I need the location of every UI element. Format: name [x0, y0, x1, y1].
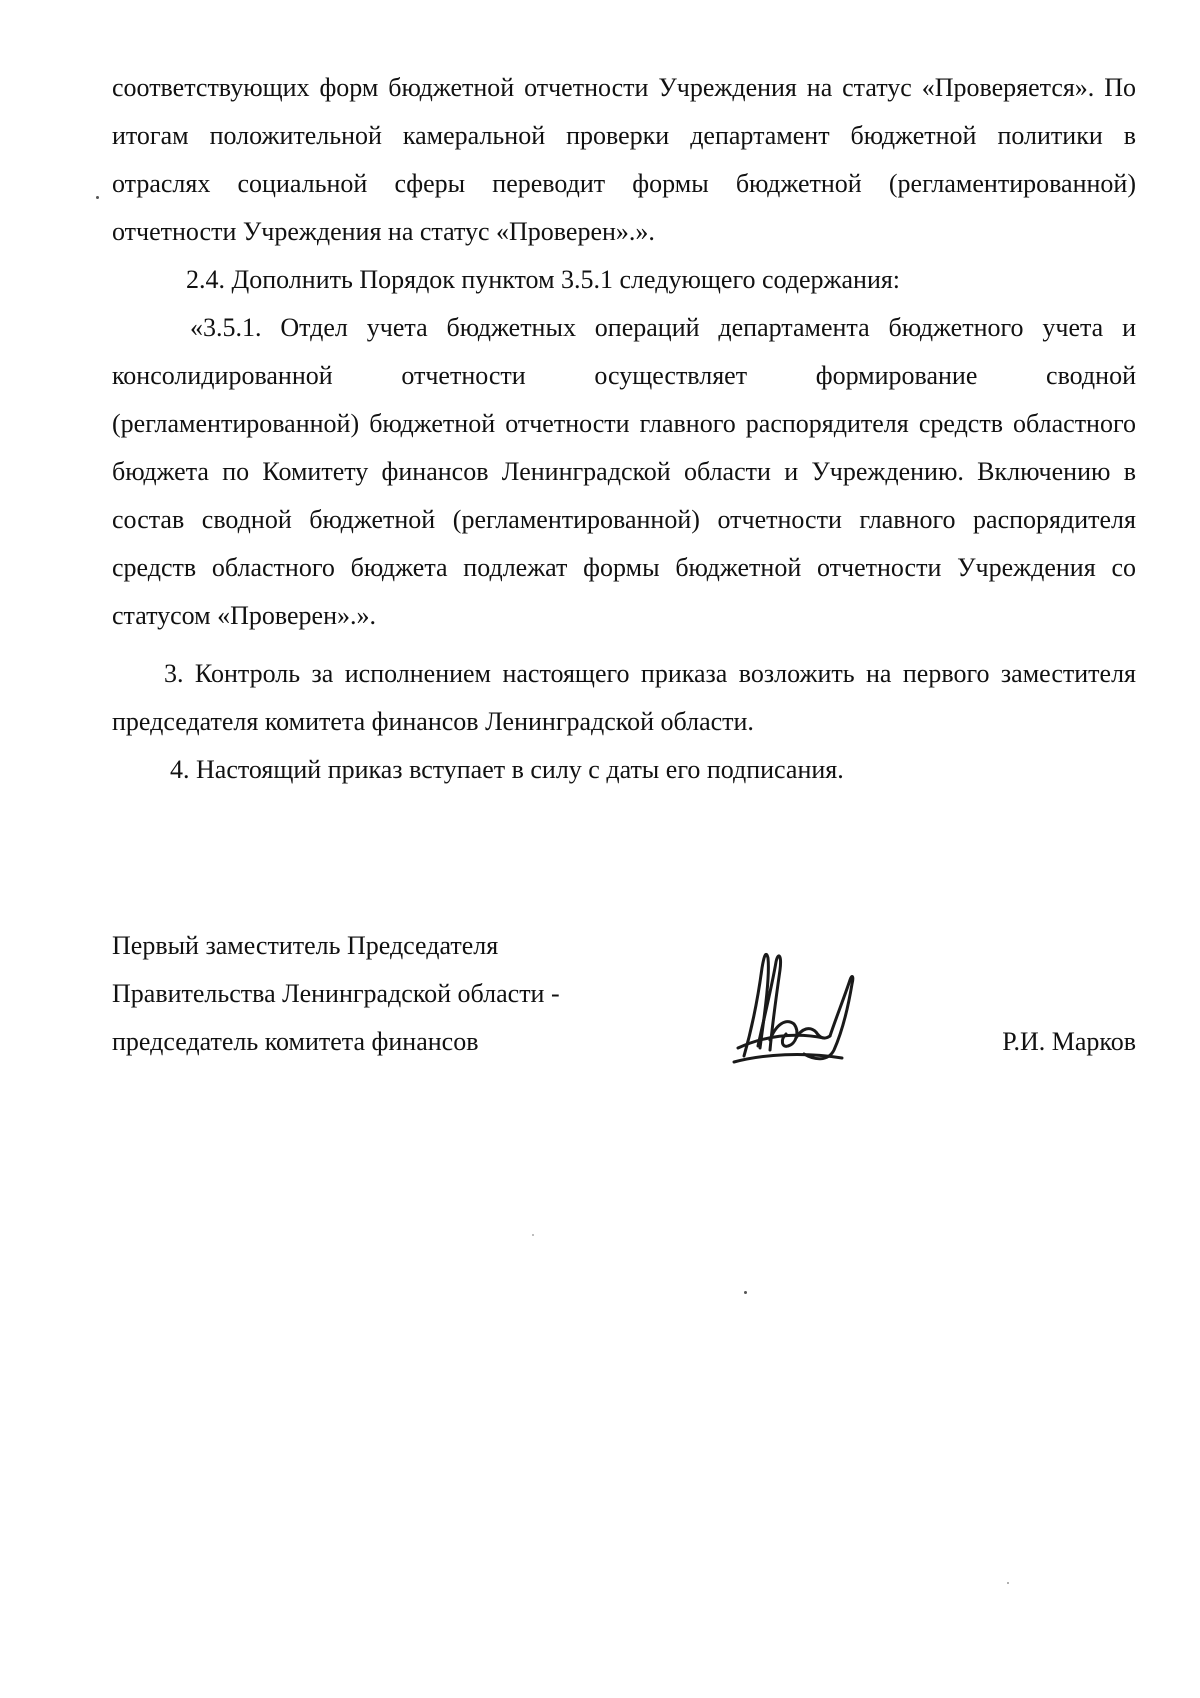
signer-name: Р.И. Марков: [1002, 1027, 1136, 1056]
signer-title-line: председатель комитета финансов: [112, 1027, 479, 1056]
paragraph-item-2-4: 2.4. Дополнить Порядок пунктом 3.5.1 следующего содержания:: [186, 265, 901, 294]
paragraph-item-3: 3. Контроль за исполнением настоящего приказа возложить на первого заместителя председателя комитета финансов Ленинградской области.: [112, 659, 1136, 736]
paragraph-continuation: соответствующих форм бюджетной отчетности Учреждения на статус «Проверяется». По итогам положительной камеральной проверки департамент бюджетной политики в отраслях социальной сферы переводит формы бюджетной (регламентированной) отчетности Учреждения на статус «Проверен».».: [112, 73, 1136, 246]
signature-block: [112, 922, 1136, 1072]
handwritten-signature: [724, 928, 874, 1078]
paragraph-item-4: 4. Настоящий приказ вступает в силу с даты его подписания.: [170, 755, 844, 784]
scan-speck: [1007, 1582, 1009, 1584]
document-body: [112, 64, 1136, 794]
scan-speck: [96, 196, 99, 199]
signer-title-line: Правительства Ленинградской области -: [112, 979, 560, 1008]
paragraph-quote-3-5-1: «3.5.1. Отдел учета бюджетных операций департамента бюджетного учета и консолидированной отчетности осуществляет формирование сводной (регламентированной) бюджетной отчетности главного распорядителя средств областного бюджета по Комитету финансов Ленинградской области и Учреждению. Включению в состав сводной бюджетной (регламентированной) отчетности главного распорядителя средств областного бюджета подлежат формы бюджетной отчетности Учреждения со статусом «Проверен».».: [112, 313, 1136, 630]
scan-speck: [532, 1234, 534, 1236]
signer-title-line: Первый заместитель Председателя: [112, 931, 499, 960]
signer-title: [112, 922, 560, 1066]
scan-speck: [744, 1291, 747, 1294]
